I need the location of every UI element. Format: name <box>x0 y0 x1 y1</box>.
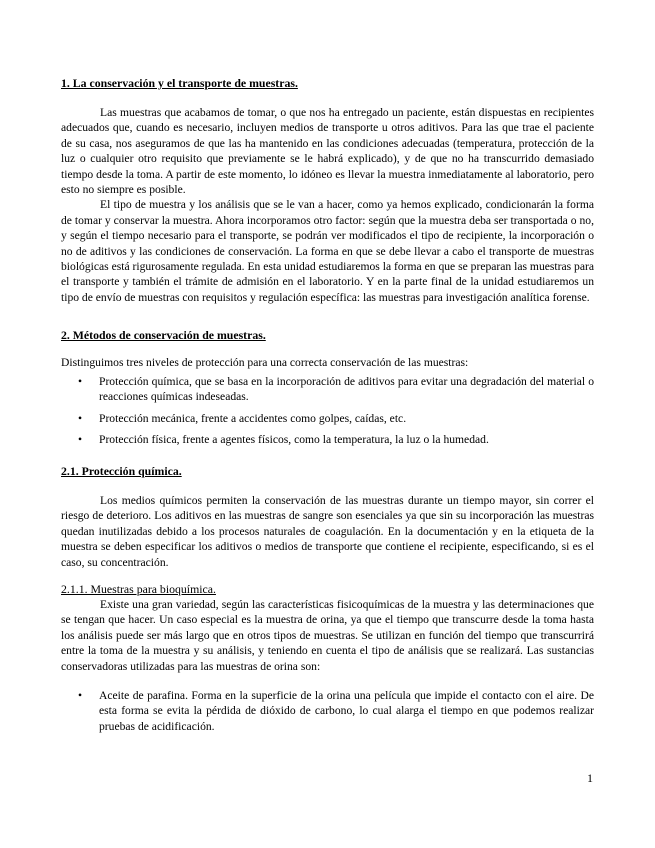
section-1-heading: 1. La conservación y el transporte de muestras. <box>61 76 298 90</box>
section-2-heading: 2. Métodos de conservación de muestras. <box>61 328 266 342</box>
list-item <box>61 411 594 426</box>
list-item <box>61 688 594 734</box>
preservatives-list <box>61 688 594 740</box>
list-item <box>61 432 594 447</box>
section-2-1-1-heading: 2.1.1. Muestras para bioquímica. <box>61 582 216 596</box>
section-2-1-heading: 2.1. Protección química. <box>61 464 182 478</box>
section-1-paragraph-2: El tipo de muestra y los análisis que se le van a hacer, como ya hemos explicado, condicionarán la forma de tomar y conservar la muestra. Ahora incorporamos otro factor: según que la muestra deba ser transportada o no, y según el tiempo necesario para el transporte, se podrán ver modificados el tipo de recipiente, la incorporación o no de aditivos y las condiciones de conservación. La forma en que se debe llevar a cabo el transporte de muestras biológicas está rigurosamente regulada. En esta unidad estudiaremos la forma en que se preparan las muestras para el transporte y también el trámite de admisión en el laboratorio. Y en la parte final de la unidad estudiaremos un tipo de envío de muestras con requisitos y regulación específica: las muestras para investigación analítica forense. <box>61 198 594 304</box>
bullet-icon: • <box>78 689 83 702</box>
bullet-icon: • <box>78 433 83 447</box>
page-number: 1 <box>587 771 593 785</box>
list-item-text: Protección mecánica, frente a accidentes como golpes, caídas, etc. <box>99 411 407 425</box>
section-2-1-1-paragraph: Existe una gran variedad, según las características fisicoquímicas de la muestra y las determinaciones que se tengan que hacer. Un caso especial es la muestra de orina, ya que el tiempo que transcurre desde la toma hasta los análisis puede ser más largo que en otros tipos de muestras. Se utilizan en función del tiempo que transcurrirá entre la toma de la muestra y su análisis, y teniendo en cuenta el tipo de análisis que se realizará. Las sustancias conservadoras utilizadas para las muestras de orina son: <box>61 598 594 673</box>
bullet-icon: • <box>78 411 83 425</box>
section-1-paragraph-1: Las muestras que acabamos de tomar, o que nos ha entregado un paciente, están dispuestas en recipientes adecuados que, cuando es necesario, incluyen medios de transporte u otros aditivos. Para las que trae el paciente de su casa, nos aseguramos de que las ha mantenido en las condiciones adecuadas (temperatura, protección de la luz o cualquier otro requisito que previamente se le habrá explicado), y de que no ha transcurrido demasiado tiempo desde la toma. A partir de este momento, lo idóneo es llevar la muestra inmediatamente al laboratorio, pero esto no siempre es posible. <box>61 106 594 197</box>
list-item-text: Aceite de parafina. Forma en la superficie de la orina una película que impide el contacto con el aire. De esta forma se evita la pérdida de dióxido de carbono, lo cual alarga el tiempo en que podemos realizar pruebas de acidificación. <box>99 689 594 733</box>
section-2-1-paragraph: Los medios químicos permiten la conservación de las muestras durante un tiempo mayor, sin correr el riesgo de deterioro. Los aditivos en las muestras de sangre son esenciales ya que sin su incorporación las muestras quedan inutilizadas debido a los procesos naturales de coagulación. En la documentación y en la etiqueta de la muestra se deben especificar los aditivos o medios de transporte que contiene el recipiente, especificando, si es el caso, su concentración. <box>61 494 594 569</box>
list-item <box>61 374 594 405</box>
list-item-text: Protección química, que se basa en la incorporación de aditivos para evitar una degradación del material o reacciones químicas indeseadas. <box>99 375 594 404</box>
bullet-icon: • <box>78 375 83 388</box>
section-2-intro: Distinguimos tres niveles de protección para una correcta conservación de las muestras: <box>61 356 469 369</box>
protection-list <box>61 374 594 454</box>
list-item-text: Protección física, frente a agentes físicos, como la temperatura, la luz o la humedad. <box>99 433 489 447</box>
